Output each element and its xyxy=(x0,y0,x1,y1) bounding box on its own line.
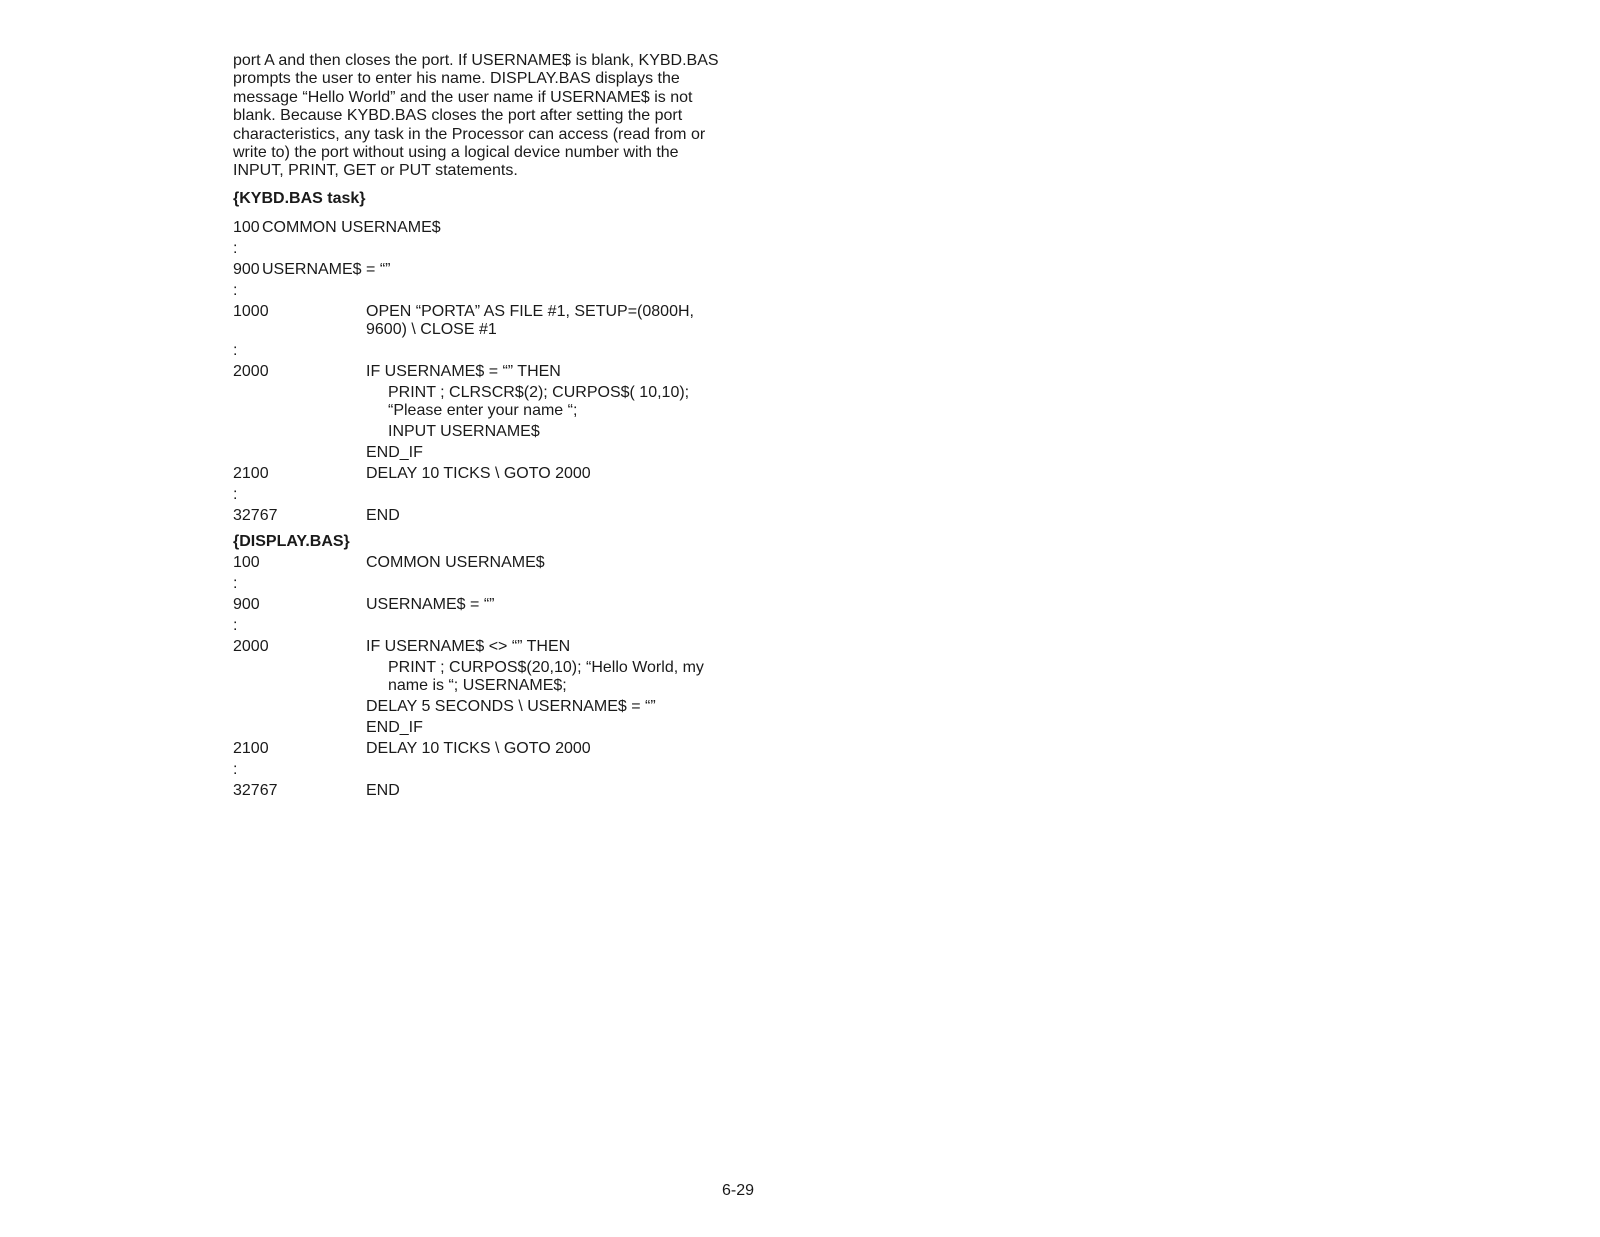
line-number: 900 xyxy=(233,595,260,613)
intro-line: port A and then closes the port. If USERNAME$ is blank, KYBD.BAS xyxy=(233,52,719,69)
kybd-heading: {KYBD.BAS task} xyxy=(233,189,366,207)
display-heading: {DISPLAY.BAS} xyxy=(233,532,350,550)
code-line xyxy=(233,486,753,504)
code-text: COMMON USERNAME$ xyxy=(366,553,545,571)
line-number: 32767 xyxy=(233,781,278,799)
line-number: : xyxy=(233,239,238,257)
code-text: DELAY 10 TICKS \ GOTO 2000 xyxy=(366,464,591,482)
line-number: : xyxy=(233,760,238,778)
code-text: USERNAME$ = “” xyxy=(366,595,495,613)
code-line xyxy=(233,444,753,462)
page-content xyxy=(233,52,753,803)
code-text: DELAY 10 TICKS \ GOTO 2000 xyxy=(366,739,591,757)
display-code-listing xyxy=(233,554,753,800)
code-text: INPUT USERNAME$ xyxy=(388,422,540,440)
code-line xyxy=(233,659,753,695)
line-number: 2000 xyxy=(233,637,269,655)
line-number: 1000 xyxy=(233,302,269,320)
line-number: : xyxy=(233,485,238,503)
line-number: : xyxy=(233,341,238,359)
intro-paragraph xyxy=(233,52,753,181)
code-line xyxy=(233,575,753,593)
code-line xyxy=(233,507,753,525)
code-line xyxy=(233,342,753,360)
code-text-continued: “Please enter your name “; xyxy=(388,401,578,419)
code-line xyxy=(233,698,753,716)
code-line xyxy=(233,423,753,441)
code-line xyxy=(233,638,753,656)
line-number: 2100 xyxy=(233,739,269,757)
code-line xyxy=(233,384,753,420)
line-number: 100 xyxy=(233,218,260,236)
code-text: END xyxy=(366,781,400,799)
code-text: DELAY 5 SECONDS \ USERNAME$ = “” xyxy=(366,697,656,715)
code-text: END_IF xyxy=(366,443,423,461)
page-number: 6-29 xyxy=(722,1182,755,1199)
code-line xyxy=(233,719,753,737)
code-line xyxy=(233,240,753,258)
code-text: OPEN “PORTA” AS FILE #1, SETUP=(0800H, xyxy=(366,302,694,320)
kybd-code-listing xyxy=(233,219,753,525)
intro-line: characteristics, any task in the Processor can access (read from or xyxy=(233,125,706,143)
line-number: 32767 xyxy=(233,506,278,524)
code-line xyxy=(233,282,753,300)
code-line xyxy=(233,465,753,483)
code-line xyxy=(233,782,753,800)
intro-line: message “Hello World” and the user name if USERNAME$ is not xyxy=(233,88,693,106)
intro-line: prompts the user to enter his name. DISPLAY.BAS displays the xyxy=(233,70,680,88)
code-line xyxy=(233,761,753,779)
code-line xyxy=(233,261,753,279)
line-number: : xyxy=(233,574,238,592)
code-line xyxy=(233,554,753,572)
code-line xyxy=(233,596,753,614)
intro-line: blank. Because KYBD.BAS closes the port after setting the port xyxy=(233,107,683,125)
code-line xyxy=(233,617,753,635)
line-number: 900 xyxy=(233,260,260,278)
intro-line: write to) the port without using a logical device number with the xyxy=(233,144,679,162)
code-line xyxy=(233,303,753,339)
code-line xyxy=(233,740,753,758)
code-text-continued: 9600) \ CLOSE #1 xyxy=(366,320,497,338)
code-text: IF USERNAME$ = “” THEN xyxy=(366,362,561,380)
code-text: END_IF xyxy=(366,718,423,736)
line-number: 100 xyxy=(233,553,260,571)
code-text: COMMON USERNAME$ xyxy=(262,218,441,236)
code-line xyxy=(233,219,753,237)
line-number: : xyxy=(233,616,238,634)
code-text: IF USERNAME$ <> “” THEN xyxy=(366,637,571,655)
line-number: : xyxy=(233,281,238,299)
code-line xyxy=(233,363,753,381)
line-number: 2100 xyxy=(233,464,269,482)
code-text: PRINT ; CURPOS$(20,10); “Hello World, my xyxy=(388,658,704,676)
code-text: END xyxy=(366,506,400,524)
code-text-continued: name is “; USERNAME$; xyxy=(388,676,567,694)
code-text: USERNAME$ = “” xyxy=(262,260,391,278)
intro-line: INPUT, PRINT, GET or PUT statements. xyxy=(233,162,518,180)
line-number: 2000 xyxy=(233,362,269,380)
code-text: PRINT ; CLRSCR$(2); CURPOS$( 10,10); xyxy=(388,383,690,401)
